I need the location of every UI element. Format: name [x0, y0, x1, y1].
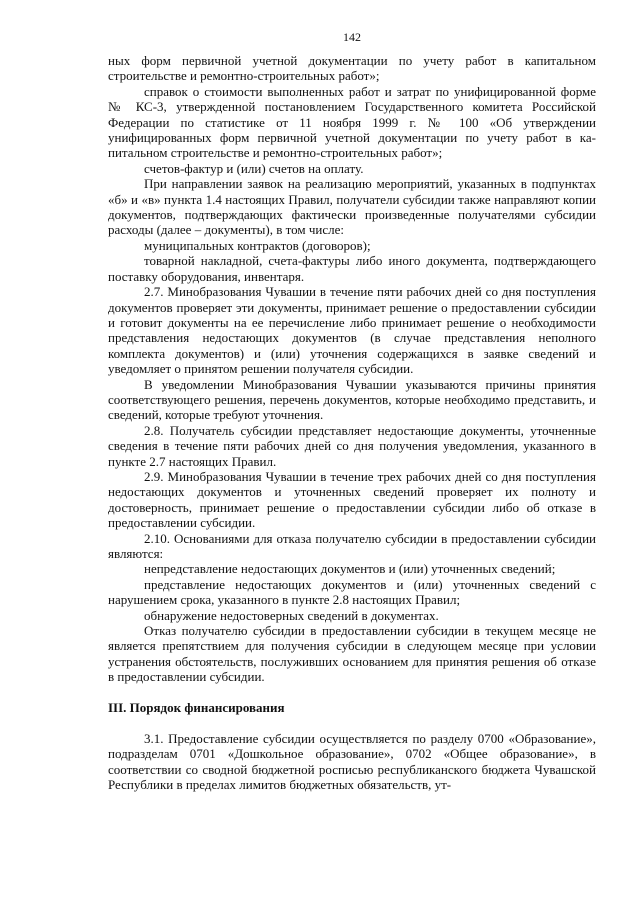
paragraph: справок о стоимости выполненных работ и затрат по унифицированной форме № КС-3, утвержденной постановлением Государственного комитета Российской Федерации по статистике от 11 ноября 1999 г. № 100 «Об утверждении унифицированных форм первичной учетной документации по учету работ в капитальном строительстве и ремонтно-строительных работ»;: [108, 83, 596, 161]
page-number: 142: [343, 30, 361, 44]
paragraph: товарной накладной, счета-фактуры либо иного документа, подтверждающего поставку оборудования, инвентаря.: [108, 253, 596, 284]
paragraph: В уведомлении Минобразования Чувашии указываются причины принятия соответствующего решения, перечень документов, которые необходимо представить, и сведений, которые требуют уточнения.: [108, 376, 596, 423]
paragraph: 2.7. Минобразования Чувашии в течение пяти рабочих дней со дня поступления документов проверяет эти документы, принимает решение о предоставлении субсидии и готовит документы на ее перечисление либо принимает решение о необходимости представления недостающих документов (в случае представления неполного комплекта документов) и (или) уточнения содержащихся в заявке сведений и уведомляет о принятом решении получателя субсидии.: [108, 284, 596, 377]
paragraph: счетов-фактур и (или) счетов на оплату.: [144, 160, 364, 176]
paragraph: При направлении заявок на реализацию мероприятий, указанных в подпунктах «б» и «в» пункта 1.4 настоящих Правил, получатели субсидии также направляют копии документов, подтверждающих фактически произведенные получателями субсидии расходы (далее – документы), в том числе:: [108, 176, 596, 238]
document-body: [108, 53, 596, 793]
paragraph: 2.8. Получатель субсидии представляет недостающие документы, уточненные сведения в течение пяти рабочих дней со дня получения уведомления, указанного в пункте 2.7 настоящих Правил.: [108, 422, 596, 469]
paragraph: непредставление недостающих документов и (или) уточненных сведений;: [144, 561, 556, 577]
document-page: [108, 30, 596, 793]
paragraph: Отказ получателю субсидии в предоставлении субсидии в текущем месяце не является препятствием для получения субсидии в следующем месяце при условии устранения обстоятельств, послуживших основанием для принятия решения об отказе в предоставлении субсидии.: [108, 623, 596, 685]
paragraph: 2.10. Основаниями для отказа получателю субсидии в предоставлении субсидии являются:: [108, 530, 596, 561]
paragraph: 2.9. Минобразования Чувашии в течение трех рабочих дней со дня поступления недостающих документов и уточненных сведений проверяет их полноту и достоверность, принимает решение о предоставлении субсидии либо об отказе в предоставлении субсидии.: [108, 468, 596, 531]
paragraph: муниципальных контрактов (договоров);: [144, 237, 371, 253]
section-title: III. Порядок финансирования: [108, 699, 285, 715]
paragraph: 3.1. Предоставление субсидии осуществляется по разделу 0700 «Образование», подразделам 0701 «Дошкольное образование», 0702 «Общее образование», в соответствии со сводной бюджетной росписью республиканского бюджета Чувашской Республики в пределах лимитов бюджетных обязательств, ут-: [108, 731, 596, 793]
paragraph: обнаружение недостоверных сведений в документах.: [144, 607, 439, 623]
paragraph: ных форм первичной учетной документации по учету работ в капитальном строительстве и ремонтно-строительных работ»;: [108, 53, 596, 84]
paragraph: представление недостающих документов и (или) уточненных сведений с нарушением срока, указанного в пункте 2.8 настоящих Правил;: [108, 576, 596, 608]
